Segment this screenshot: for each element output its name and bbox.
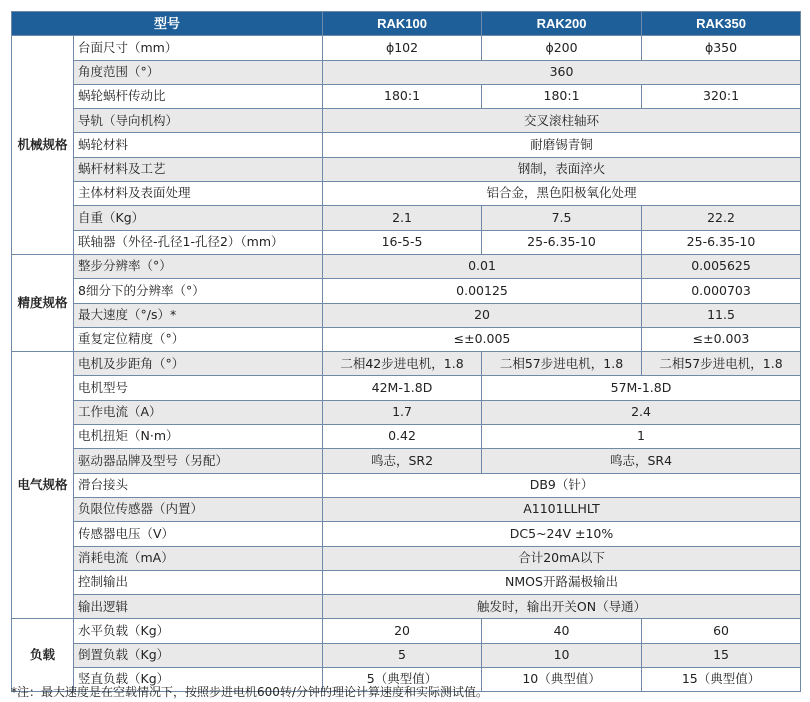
item-label: 电机及步距角（°） [74, 352, 323, 376]
table-row [12, 522, 801, 546]
value-cell: 合计20mA以下 [323, 546, 801, 570]
table-row [12, 376, 801, 400]
value-cell: 二相57步进电机，1.8 [642, 352, 801, 376]
table-row [12, 619, 801, 643]
value-cell: ≤±0.003 [642, 327, 801, 351]
item-label: 输出逻辑 [74, 595, 323, 619]
category-cell: 机械规格 [12, 36, 74, 255]
item-label: 竖直负载（Kg） [74, 668, 323, 692]
value-cell: 20 [323, 619, 482, 643]
value-cell: 180:1 [323, 84, 482, 108]
value-cell: 二相42步进电机，1.8 [323, 352, 482, 376]
value-cell: 0.000703 [642, 279, 801, 303]
value-cell: 11.5 [642, 303, 801, 327]
item-label: 台面尺寸（mm） [74, 36, 323, 60]
item-label: 电机扭矩（N·m） [74, 425, 323, 449]
value-cell: 320:1 [642, 84, 801, 108]
value-cell: 1 [482, 425, 801, 449]
value-cell: 交叉滚柱轴环 [323, 109, 801, 133]
table-row [12, 643, 801, 667]
value-cell: ϕ102 [323, 36, 482, 60]
item-label: 蜗轮蜗杆传动比 [74, 84, 323, 108]
header-cell-model: 型号 [12, 12, 323, 36]
item-label: 整步分辨率（°） [74, 254, 323, 278]
value-cell: 0.005625 [642, 254, 801, 278]
value-cell: 57M-1.8D [482, 376, 801, 400]
value-cell: 25-6.35-10 [482, 230, 642, 254]
value-cell: 22.2 [642, 206, 801, 230]
table-row [12, 109, 801, 133]
item-label: 角度范围（°） [74, 60, 323, 84]
category-cell: 精度规格 [12, 254, 74, 351]
value-cell: 二相57步进电机，1.8 [482, 352, 642, 376]
table-row [12, 36, 801, 60]
value-cell: NMOS开路漏极输出 [323, 570, 801, 594]
table-row [12, 206, 801, 230]
value-cell: 15 [642, 643, 801, 667]
value-cell: 5（典型值） [323, 668, 482, 692]
value-cell: 360 [323, 60, 801, 84]
category-cell: 负载 [12, 619, 74, 692]
value-cell: 180:1 [482, 84, 642, 108]
table-row [12, 133, 801, 157]
value-cell: 10（典型值） [482, 668, 642, 692]
value-cell: 触发时，输出开关ON（导通） [323, 595, 801, 619]
item-label: 电机型号 [74, 376, 323, 400]
value-cell: 2.4 [482, 400, 801, 424]
value-cell: 鸣志，SR4 [482, 449, 801, 473]
table-row [12, 157, 801, 181]
item-label: 蜗轮材料 [74, 133, 323, 157]
value-cell: 1.7 [323, 400, 482, 424]
value-cell: 20 [323, 303, 642, 327]
header-cell-rak350: RAK350 [642, 12, 801, 36]
header-row [12, 12, 801, 36]
value-cell: DB9（针） [323, 473, 801, 497]
item-label: 滑台接头 [74, 473, 323, 497]
item-label: 消耗电流（mA） [74, 546, 323, 570]
value-cell: 钢制，表面淬火 [323, 157, 801, 181]
value-cell: 5 [323, 643, 482, 667]
value-cell: 7.5 [482, 206, 642, 230]
item-label: 水平负载（Kg） [74, 619, 323, 643]
value-cell: DC5~24V ±10% [323, 522, 801, 546]
table-row [12, 84, 801, 108]
item-label: 8细分下的分辨率（°） [74, 279, 323, 303]
table-row [12, 230, 801, 254]
value-cell: 60 [642, 619, 801, 643]
table-row [12, 497, 801, 521]
item-label: 主体材料及表面处理 [74, 182, 323, 206]
spec-table-body [12, 36, 801, 692]
item-label: 最大速度（°/s）* [74, 303, 323, 327]
item-label: 重复定位精度（°） [74, 327, 323, 351]
table-row [12, 352, 801, 376]
table-row [12, 570, 801, 594]
value-cell: 铝合金，黑色阳极氧化处理 [323, 182, 801, 206]
item-label: 蜗杆材料及工艺 [74, 157, 323, 181]
table-row [12, 595, 801, 619]
item-label: 倒置负载（Kg） [74, 643, 323, 667]
value-cell: 0.42 [323, 425, 482, 449]
table-row [12, 546, 801, 570]
item-label: 控制输出 [74, 570, 323, 594]
table-row [12, 473, 801, 497]
spec-table [11, 11, 801, 692]
value-cell: 0.00125 [323, 279, 642, 303]
table-row [12, 400, 801, 424]
item-label: 传感器电压（V） [74, 522, 323, 546]
value-cell: A1101LLHLT [323, 497, 801, 521]
value-cell: 10 [482, 643, 642, 667]
item-label: 驱动器品牌及型号（另配） [74, 449, 323, 473]
value-cell: 42M-1.8D [323, 376, 482, 400]
value-cell: 耐磨锡青铜 [323, 133, 801, 157]
table-row [12, 425, 801, 449]
value-cell: 15（典型值） [642, 668, 801, 692]
footnote: *注：最大速度是在空载情况下，按照步进电机600转/分钟的理论计算速度和实际测试值。 [11, 685, 488, 699]
item-label: 工作电流（A） [74, 400, 323, 424]
item-label: 自重（Kg） [74, 206, 323, 230]
item-label: 联轴器（外径-孔径1-孔径2）（mm） [74, 230, 323, 254]
value-cell: ϕ200 [482, 36, 642, 60]
value-cell: 25-6.35-10 [642, 230, 801, 254]
value-cell: ≤±0.005 [323, 327, 642, 351]
item-label: 导轨（导向机构） [74, 109, 323, 133]
value-cell: 鸣志，SR2 [323, 449, 482, 473]
table-row [12, 327, 801, 351]
table-row [12, 182, 801, 206]
table-row [12, 303, 801, 327]
value-cell: 40 [482, 619, 642, 643]
value-cell: 0.01 [323, 254, 642, 278]
table-row [12, 449, 801, 473]
item-label: 负限位传感器（内置） [74, 497, 323, 521]
value-cell: 2.1 [323, 206, 482, 230]
table-row [12, 279, 801, 303]
value-cell: ϕ350 [642, 36, 801, 60]
header-cell-rak100: RAK100 [323, 12, 482, 36]
category-cell: 电气规格 [12, 352, 74, 619]
header-cell-rak200: RAK200 [482, 12, 642, 36]
table-row [12, 254, 801, 278]
value-cell: 16-5-5 [323, 230, 482, 254]
table-row [12, 60, 801, 84]
